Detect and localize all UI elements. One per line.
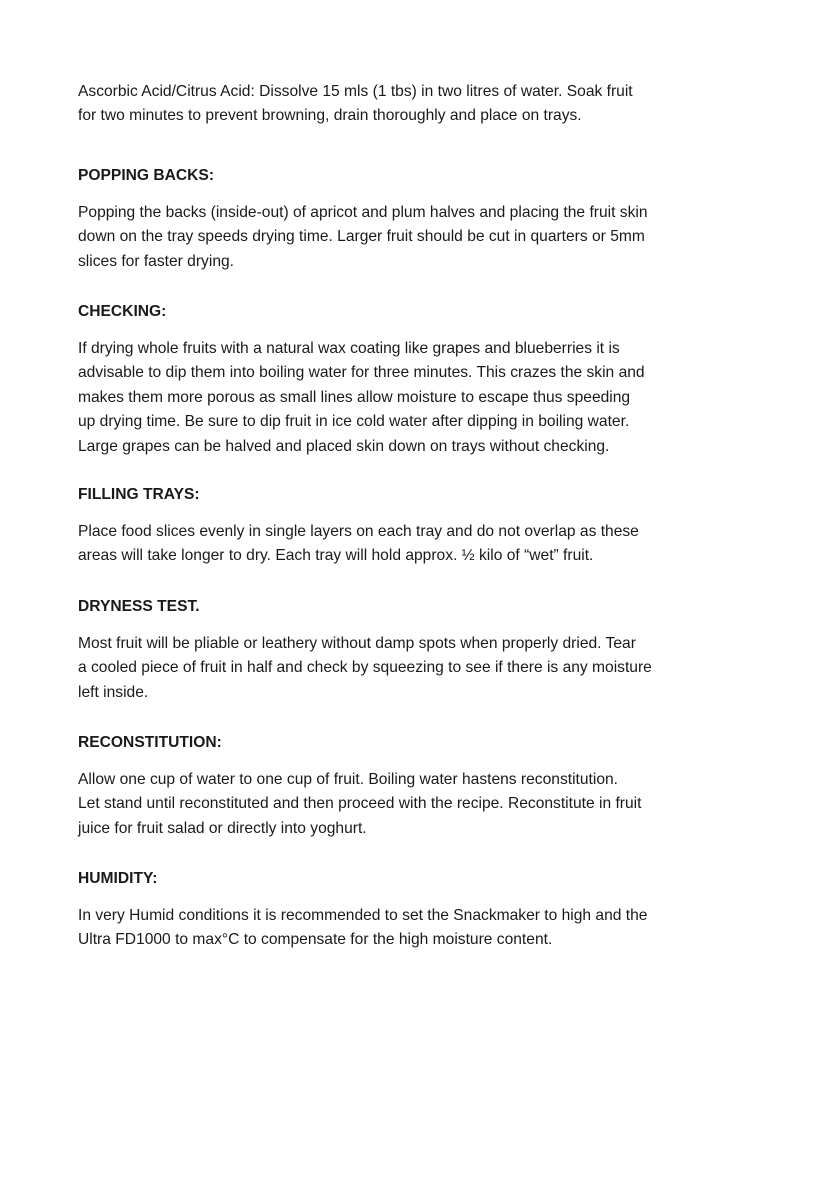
heading-checking: CHECKING: [78, 303, 167, 320]
heading-reconstitution: RECONSTITUTION: [78, 734, 222, 751]
section-filling-trays [78, 485, 768, 569]
section-humidity [78, 869, 768, 953]
heading-humidity: HUMIDITY: [78, 870, 158, 887]
section-checking [78, 302, 768, 459]
heading-dryness-test: DRYNESS TEST. [78, 598, 200, 615]
intro-section [78, 80, 768, 129]
heading-popping-backs: POPPING BACKS: [78, 167, 215, 184]
paragraph-reconstitution: Allow one cup of water to one cup of fruit. Boiling water hastens reconstitution. Let stand until reconstituted and then proceed with the recipe. Reconstitute in fruit juice for fruit salad or directly into yoghurt. [78, 771, 642, 837]
paragraph-filling-trays: Place food slices evenly in single layers on each tray and do not overlap as these areas will take longer to dry. Each tray will hold approx. ½ kilo of “wet” fruit. [78, 523, 639, 565]
section-dryness-test [78, 597, 768, 705]
section-popping-backs [78, 166, 768, 274]
section-reconstitution [78, 733, 768, 841]
paragraph-humidity: In very Humid conditions it is recommended to set the Snackmaker to high and the Ultra FD1000 to max°C to compensate for the high moisture content. [78, 907, 648, 949]
heading-filling-trays: FILLING TRAYS: [78, 486, 200, 503]
paragraph-popping-backs: Popping the backs (inside-out) of apricot and plum halves and placing the fruit skin down on the tray speeds drying time. Larger fruit should be cut in quarters or 5mm slices for faster drying. [78, 204, 648, 270]
paragraph-checking: If drying whole fruits with a natural wax coating like grapes and blueberries it is advisable to dip them into boiling water for three minutes. This crazes the skin and makes them more porous as small lines allow moisture to escape thus speeding up drying time. Be sure to dip fruit in ice cold water after dipping in boiling water. Large grapes can be halved and placed skin down on trays without checking. [78, 340, 645, 455]
paragraph-dryness-test: Most fruit will be pliable or leathery without damp spots when properly dried. Tear a cooled piece of fruit in half and check by squeezing to see if there is any moisture left inside. [78, 635, 652, 701]
intro-paragraph: Ascorbic Acid/Citrus Acid: Dissolve 15 mls (1 tbs) in two litres of water. Soak fruit for two minutes to prevent browning, drain thoroughly and place on trays. [78, 83, 633, 125]
